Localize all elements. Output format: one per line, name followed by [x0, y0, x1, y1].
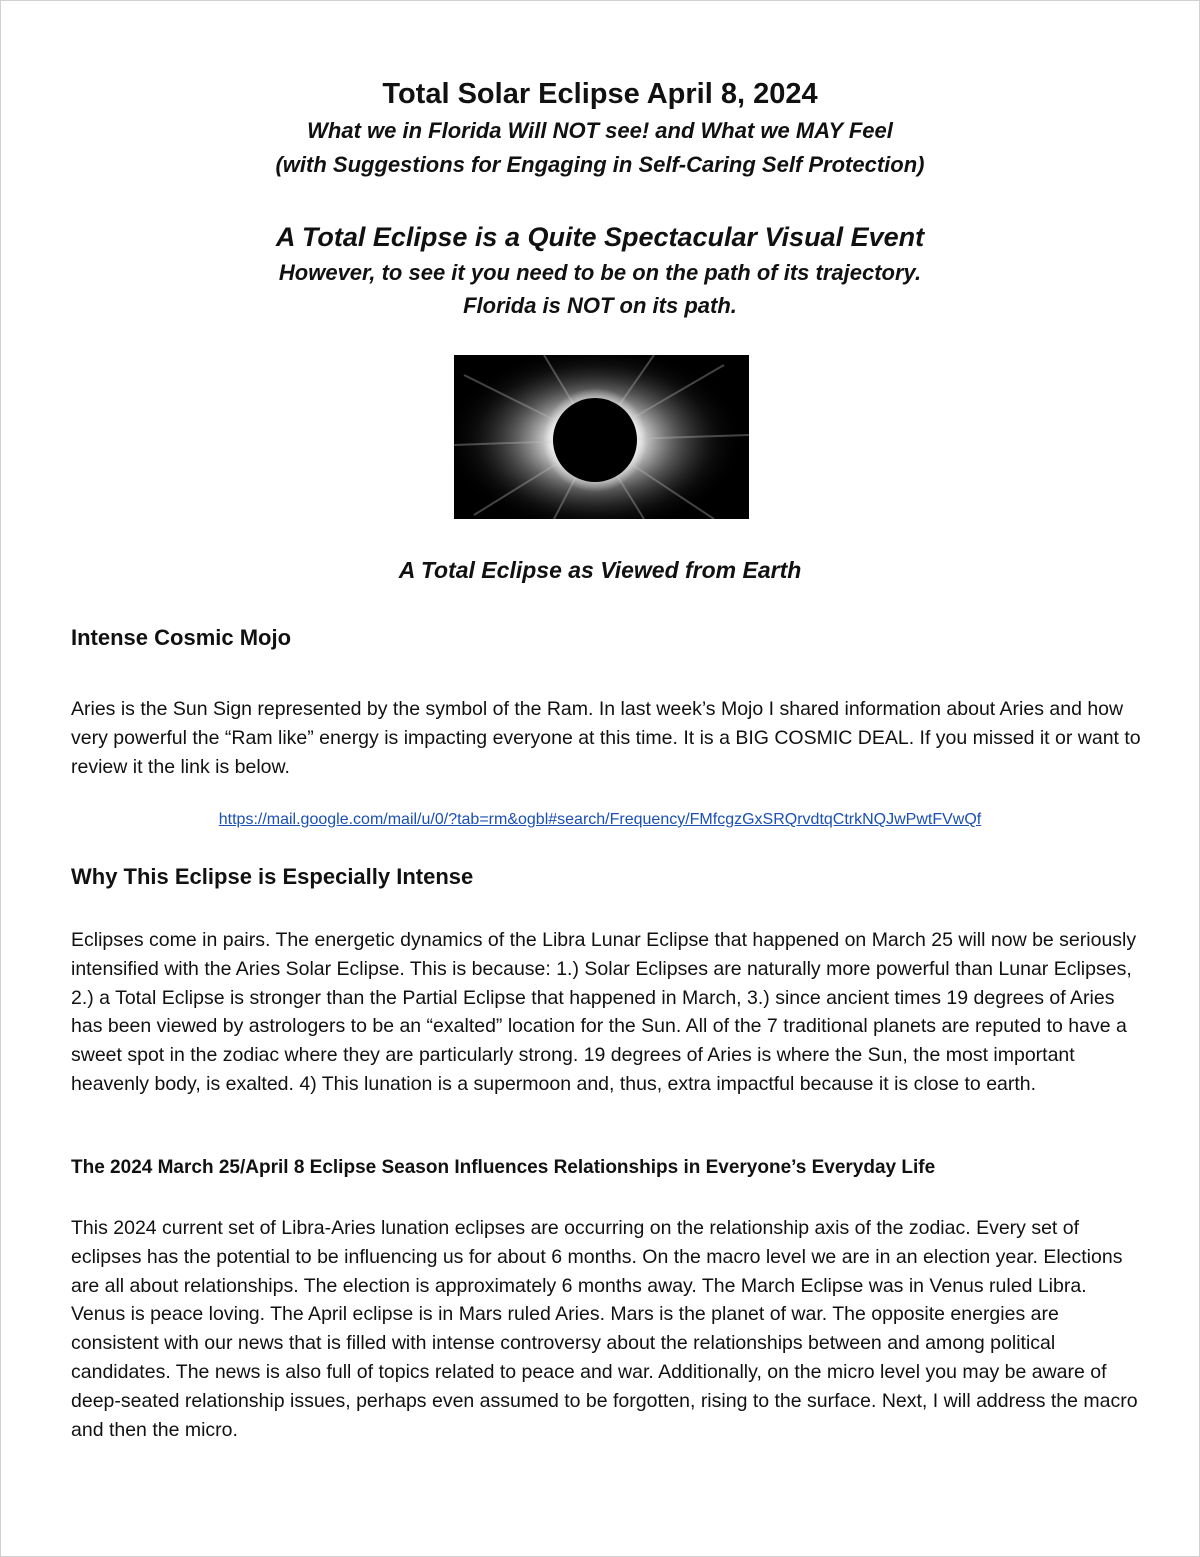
figure-caption: A Total Eclipse as Viewed from Earth	[398, 557, 802, 583]
document-title: Total Solar Eclipse April 8, 2024	[382, 78, 818, 110]
subtitle-line-1: What we in Florida Will NOT see! and What we MAY Feel	[307, 118, 893, 143]
tagline-heading: A Total Eclipse is a Quite Spectacular Visual Event	[275, 222, 925, 252]
subtitle-line-2: (with Suggestions for Engaging in Self-Caring Self Protection)	[275, 152, 925, 177]
section-paragraph-why-intense: Eclipses come in pairs. The energetic dynamics of the Libra Lunar Eclipse that happened on March 25 will now be seriously intensified with the Aries Solar Eclipse. This is because: 1.) Solar Eclipses are naturally more powerful than Lunar Eclipses, 2.) a Total Eclipse is stronger than the Partial Eclipse that happened in March, 3.) since ancient times 19 degrees of Aries has been viewed by astrologers to be an “exalted” location for the Sun. All of the 7 traditional planets are reputed to have a sweet spot in the zodiac where they are particularly strong. 19 degrees of Aries is where the Sun, the most important heavenly body, is exalted. 4) This lunation is a supermoon and, thus, extra impactful because it is close to earth.	[71, 929, 1137, 1095]
section-paragraph-cosmic-mojo: Aries is the Sun Sign represented by the symbol of the Ram. In last week’s Mojo I shared information about Aries and how very powerful the “Ram like” energy is impacting everyone at this time. It is a BIG COSMIC DEAL. If you missed it or want to review it the link is below.	[71, 698, 1141, 778]
tagline-line-1: However, to see it you need to be on the path of its trajectory.	[278, 260, 922, 285]
section-paragraph-eclipse-season: This 2024 current set of Libra-Aries lunation eclipses are occurring on the relationship axis of the zodiac. Every set of eclipses has the potential to be influencing us for about 6 months. On the macro level we are in an election year. Elections are all about relationships. The election is approximately 6 months away. The March Eclipse was in Venus ruled Libra. Venus is peace loving. The April eclipse is in Mars ruled Aries. Mars is the planet of war. The opposite energies are consistent with our news that is filled with intense controversy about the relationships between and among political candidates. The news is also full of topics related to peace and war. Additionally, on the micro level you may be aware of deep-seated relationship issues, perhaps even assumed to be forgotten, rising to the surface. Next, I will address the macro and then the micro.	[71, 1217, 1138, 1441]
section-heading-eclipse-season: The 2024 March 25/April 8 Eclipse Season Influences Relationships in Everyone’s Everyday Life	[71, 1157, 936, 1178]
tagline-line-2: Florida is NOT on its path.	[463, 293, 737, 318]
section-heading-why-intense: Why This Eclipse is Especially Intense	[71, 864, 474, 889]
section-heading-cosmic-mojo: Intense Cosmic Mojo	[71, 625, 292, 650]
mojo-link[interactable]: https://mail.google.com/mail/u/0/?tab=rm&ogbl#search/Frequency/FMfcgzGxSRQrvdtqCtrkNQJwPwtFVwQf	[218, 811, 982, 828]
eclipse-photo	[454, 355, 749, 519]
eclipse-icon	[454, 355, 749, 519]
